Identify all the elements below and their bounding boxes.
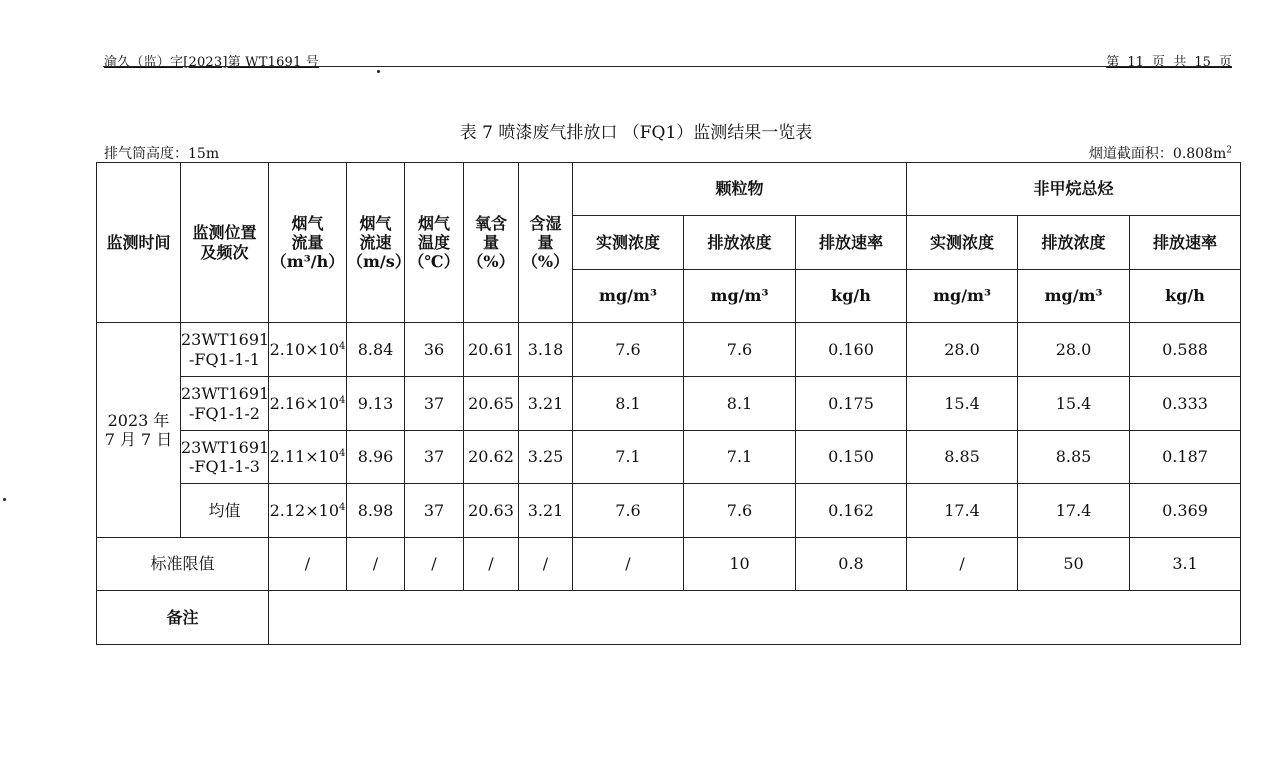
header-flow: 烟气 流量 （m³/h） bbox=[269, 163, 347, 323]
nmhc-measured-value: 28.0 bbox=[907, 323, 1018, 377]
sample-id: 23WT1691 -FQ1-1-1 bbox=[181, 323, 269, 377]
scan-speck bbox=[3, 498, 6, 501]
nmhc-rate-value: 0.187 bbox=[1130, 431, 1241, 484]
pm-rate-value: 0.8 bbox=[796, 538, 907, 591]
oxygen-value: 20.62 bbox=[464, 431, 519, 484]
header-pm-emission: 排放浓度 bbox=[684, 216, 796, 270]
temp-value: 37 bbox=[405, 484, 464, 538]
nmhc-rate-value: 3.1 bbox=[1130, 538, 1241, 591]
oxygen-value: 20.65 bbox=[464, 377, 519, 431]
moisture-value: 3.21 bbox=[519, 377, 573, 431]
standard-row bbox=[97, 538, 1241, 591]
moisture-value: 3.18 bbox=[519, 323, 573, 377]
pm-emission-value: 10 bbox=[684, 538, 796, 591]
unit-pm-rate: kg/h bbox=[796, 270, 907, 323]
velocity-value: 8.84 bbox=[347, 323, 405, 377]
unit-nmhc-emission: mg/m³ bbox=[1018, 270, 1130, 323]
table-row bbox=[97, 323, 1241, 377]
sample-id: 23WT1691 -FQ1-1-3 bbox=[181, 431, 269, 484]
pm-measured-value: / bbox=[573, 538, 684, 591]
temp-value: 37 bbox=[405, 377, 464, 431]
temp-value: 36 bbox=[405, 323, 464, 377]
header-velocity: 烟气 流速 （m/s） bbox=[347, 163, 405, 323]
velocity-value: 8.98 bbox=[347, 484, 405, 538]
unit-nmhc-rate: kg/h bbox=[1130, 270, 1241, 323]
remarks-row bbox=[97, 591, 1241, 645]
header-moisture: 含湿 量 （%） bbox=[519, 163, 573, 323]
pm-rate-value: 0.160 bbox=[796, 323, 907, 377]
header-nmhc-measured: 实测浓度 bbox=[907, 216, 1018, 270]
header-time: 监测时间 bbox=[97, 163, 181, 323]
unit-pm-measured: mg/m³ bbox=[573, 270, 684, 323]
nmhc-measured-value: 15.4 bbox=[907, 377, 1018, 431]
velocity-value: 9.13 bbox=[347, 377, 405, 431]
pm-measured-value: 7.1 bbox=[573, 431, 684, 484]
stack-height: 排气筒高度：15m bbox=[104, 146, 220, 162]
nmhc-measured-value: 8.85 bbox=[907, 431, 1018, 484]
nmhc-emission-value: 17.4 bbox=[1018, 484, 1130, 538]
average-label: 均值 bbox=[181, 484, 269, 538]
oxygen-value: 20.61 bbox=[464, 323, 519, 377]
header-nmhc-rate: 排放速率 bbox=[1130, 216, 1241, 270]
pm-rate-value: 0.150 bbox=[796, 431, 907, 484]
pm-emission-value: 7.1 bbox=[684, 431, 796, 484]
table-title: 表 7 喷漆废气排放口 （FQ1）监测结果一览表 bbox=[459, 123, 813, 143]
flow-value: $2.10\times 10^4$ bbox=[269, 323, 347, 377]
header-rule bbox=[103, 66, 1232, 67]
header-particulate: 颗粒物 bbox=[573, 163, 907, 216]
temp-value: / bbox=[405, 538, 464, 591]
nmhc-rate-value: 0.333 bbox=[1130, 377, 1241, 431]
nmhc-emission-value: 28.0 bbox=[1018, 323, 1130, 377]
results-table bbox=[96, 162, 1241, 645]
average-row bbox=[97, 484, 1241, 538]
nmhc-measured-value: / bbox=[907, 538, 1018, 591]
unit-pm-emission: mg/m³ bbox=[684, 270, 796, 323]
pm-measured-value: 7.6 bbox=[573, 323, 684, 377]
header-location: 监测位置 及频次 bbox=[181, 163, 269, 323]
standard-label: 标准限值 bbox=[97, 538, 269, 591]
pm-measured-value: 8.1 bbox=[573, 377, 684, 431]
table-row bbox=[97, 431, 1241, 484]
oxygen-value: / bbox=[464, 538, 519, 591]
remarks-value bbox=[269, 591, 1241, 645]
nmhc-rate-value: 0.369 bbox=[1130, 484, 1241, 538]
flow-value: / bbox=[269, 538, 347, 591]
nmhc-rate-value: 0.588 bbox=[1130, 323, 1241, 377]
date-cell: 2023 年 7 月 7 日 bbox=[97, 323, 181, 538]
pm-emission-value: 7.6 bbox=[684, 484, 796, 538]
oxygen-value: 20.63 bbox=[464, 484, 519, 538]
moisture-value: 3.21 bbox=[519, 484, 573, 538]
pm-rate-value: 0.162 bbox=[796, 484, 907, 538]
sample-id: 23WT1691 -FQ1-1-2 bbox=[181, 377, 269, 431]
pm-emission-value: 7.6 bbox=[684, 323, 796, 377]
pm-rate-value: 0.175 bbox=[796, 377, 907, 431]
header-pm-rate: 排放速率 bbox=[796, 216, 907, 270]
unit-nmhc-measured: mg/m³ bbox=[907, 270, 1018, 323]
flow-value: $2.16\times 10^4$ bbox=[269, 377, 347, 431]
velocity-value: / bbox=[347, 538, 405, 591]
velocity-value: 8.96 bbox=[347, 431, 405, 484]
table-row bbox=[97, 377, 1241, 431]
flow-value: $2.12\times 10^4$ bbox=[269, 484, 347, 538]
page-info: 第 11 页 共 15 页 bbox=[1106, 55, 1232, 70]
temp-value: 37 bbox=[405, 431, 464, 484]
nmhc-emission-value: 8.85 bbox=[1018, 431, 1130, 484]
nmhc-measured-value: 17.4 bbox=[907, 484, 1018, 538]
flow-value: $2.11\times 10^4$ bbox=[269, 431, 347, 484]
moisture-value: 3.25 bbox=[519, 431, 573, 484]
report-number: 渝久（监）字[2023]第 WT1691 号 bbox=[104, 55, 320, 70]
pm-measured-value: 7.6 bbox=[573, 484, 684, 538]
nmhc-emission-value: 50 bbox=[1018, 538, 1130, 591]
scan-speck bbox=[377, 70, 380, 73]
header-oxygen: 氧含 量 （%） bbox=[464, 163, 519, 323]
header-nmhc: 非甲烷总烃 bbox=[907, 163, 1241, 216]
flue-area: 烟道截面积：$0.808m^2$ bbox=[1088, 145, 1232, 162]
header-temp: 烟气 温度 （℃） bbox=[405, 163, 464, 323]
header-nmhc-emission: 排放浓度 bbox=[1018, 216, 1130, 270]
nmhc-emission-value: 15.4 bbox=[1018, 377, 1130, 431]
header-pm-measured: 实测浓度 bbox=[573, 216, 684, 270]
pm-emission-value: 8.1 bbox=[684, 377, 796, 431]
remarks-label: 备注 bbox=[97, 591, 269, 645]
moisture-value: / bbox=[519, 538, 573, 591]
